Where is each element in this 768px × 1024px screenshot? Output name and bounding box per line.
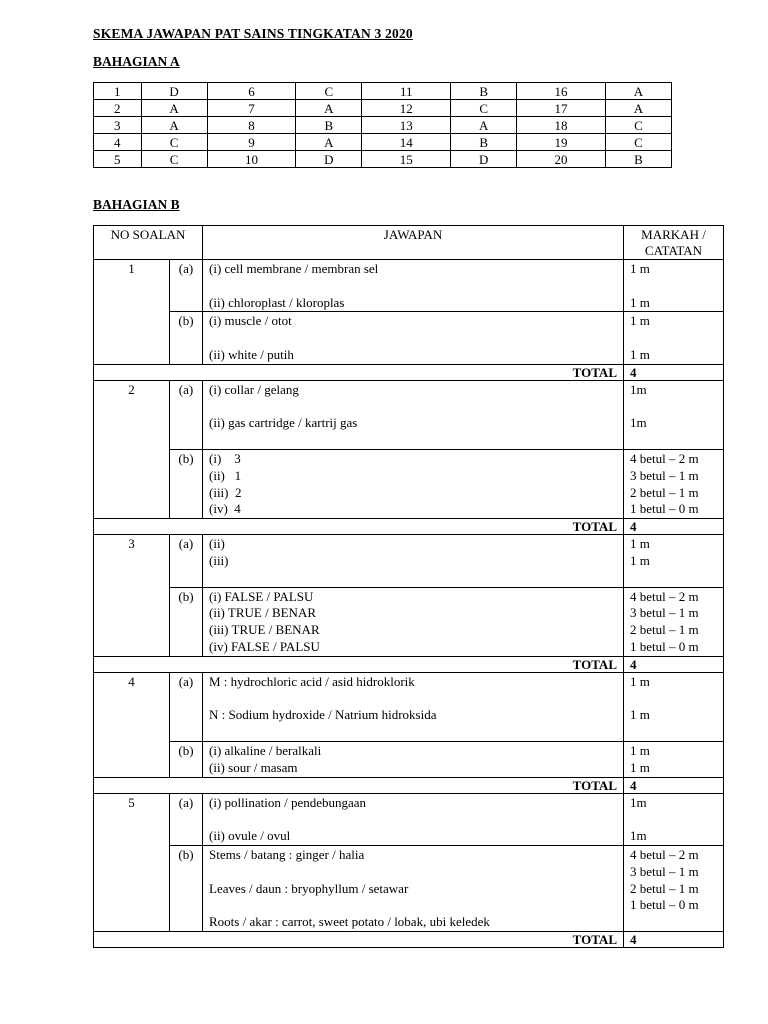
total-row [94,364,724,380]
total-row [94,777,724,793]
marks-line: 2 betul – 1 m [630,622,699,638]
answer-letter-cell: C [605,134,671,151]
marks-line [630,432,723,449]
answer-line: (ii) TRUE / BENAR [209,605,317,621]
header-markah [624,226,724,260]
question-number-cell: 10 [207,151,296,168]
answer-cell [203,741,624,777]
table-row [94,83,672,100]
part-label: (b) [170,845,203,931]
question-number-cell: 9 [207,134,296,151]
question-number-cell: 12 [362,100,451,117]
marks-cell [624,793,724,845]
section-a-answer-table [93,82,672,168]
answer-cell [203,449,624,518]
marks-line: 1 m [630,673,650,689]
marks-line: 3 betul – 1 m [630,863,699,879]
total-label: TOTAL [94,777,624,793]
answer-line: (ii) white / putih [209,346,294,362]
answer-letter-cell: C [451,100,517,117]
answer-letter-cell: D [451,151,517,168]
answer-line: (iv) 4 [209,501,241,517]
question-number-cell: 17 [517,100,606,117]
section-a-heading: BAHAGIAN A [93,54,180,69]
section-b-answer-table [93,225,724,948]
question-number-cell: 4 [94,134,142,151]
answer-line: (iii) [209,552,229,568]
marks-line: 1 m [630,346,650,362]
question-number: 2 [94,380,170,518]
answer-letter-cell: C [605,117,671,134]
marks-cell [624,845,724,931]
answer-line [209,432,623,449]
question-number-cell: 5 [94,151,142,168]
part-label: (a) [170,260,203,312]
question-number-cell: 20 [517,151,606,168]
answer-line: Stems / batang : ginger / halia [209,846,365,862]
marks-line [630,570,723,587]
answer-line [209,399,623,416]
question-number: 5 [94,793,170,931]
part-label: (b) [170,741,203,777]
total-value: 4 [624,364,724,380]
header-markah-line1: MARKAH / [641,227,706,242]
part-label: (a) [170,672,203,741]
answer-line: (iv) FALSE / PALSU [209,638,320,654]
part-label: (b) [170,587,203,656]
total-label: TOTAL [94,656,624,672]
marks-line: 4 betul – 2 m [630,588,699,604]
table-row [94,134,672,151]
marks-line [630,399,723,416]
marks-line [630,914,723,931]
answer-letter-cell: A [451,117,517,134]
answer-line: (ii) sour / masam [209,759,298,775]
answer-letter-cell: A [605,100,671,117]
question-number-cell: 19 [517,134,606,151]
answer-letter-cell: C [141,151,207,168]
answer-line: (iii) TRUE / BENAR [209,622,320,638]
total-label: TOTAL [94,364,624,380]
marks-line: 4 betul – 2 m [630,846,699,862]
answer-line: (iii) 2 [209,484,242,500]
question-part-row [94,845,724,931]
marks-line: 1 m [630,552,650,568]
marks-line [630,330,723,347]
marks-line: 1 m [630,759,650,775]
marks-line: 1 m [630,536,650,552]
marks-line: 3 betul – 1 m [630,467,699,483]
marks-line: 3 betul – 1 m [630,605,699,621]
question-part-row [94,260,724,312]
answer-letter-cell: A [605,83,671,100]
answer-letter-cell: C [296,83,362,100]
table-row [94,117,672,134]
answer-line: (i) collar / gelang [209,381,299,397]
answer-cell [203,260,624,312]
question-part-row [94,793,724,845]
answer-line [209,724,623,741]
table-row [94,151,672,168]
table-header-row [94,226,724,260]
total-row [94,656,724,672]
answer-line: (i) pollination / pendebungaan [209,794,367,810]
marks-line: 1 betul – 0 m [630,897,699,913]
answer-cell [203,587,624,656]
total-row [94,519,724,535]
question-number-cell: 1 [94,83,142,100]
total-label: TOTAL [94,931,624,947]
marks-cell [624,312,724,364]
marks-cell [624,380,724,449]
part-label: (b) [170,312,203,364]
marks-cell [624,535,724,587]
question-part-row [94,741,724,777]
question-number-cell: 16 [517,83,606,100]
answer-line [209,570,623,587]
marks-line [630,278,723,295]
marks-line: 1 m [630,294,650,310]
question-part-row [94,380,724,449]
question-part-row [94,672,724,741]
question-number-cell: 2 [94,100,142,117]
answer-letter-cell: A [296,100,362,117]
answer-line [209,897,623,914]
answer-cell [203,845,624,931]
total-row [94,931,724,947]
answer-line: (i) FALSE / PALSU [209,588,314,604]
question-number: 3 [94,535,170,657]
answer-line: (ii) ovule / ovul [209,828,291,844]
part-label: (a) [170,380,203,449]
answer-line: (i) 3 [209,450,241,466]
answer-cell [203,793,624,845]
marks-line: 1 m [630,707,650,723]
total-value: 4 [624,519,724,535]
marks-line: 1m [630,381,647,397]
question-part-row [94,312,724,364]
answer-line: (ii) 1 [209,467,242,483]
answer-letter-cell: B [451,83,517,100]
question-number-cell: 8 [207,117,296,134]
marks-line: 2 betul – 1 m [630,880,699,896]
answer-line: Leaves / daun : bryophyllum / setawar [209,880,409,896]
answer-line [209,864,623,881]
header-jawapan: JAWAPAN [203,226,624,260]
question-number: 1 [94,260,170,365]
question-number-cell: 13 [362,117,451,134]
question-number-cell: 18 [517,117,606,134]
answer-line: M : hydrochloric acid / asid hidroklorik [209,673,415,689]
marks-line: 4 betul – 2 m [630,450,699,466]
question-number-cell: 3 [94,117,142,134]
marks-line: 1 m [630,313,650,329]
marks-cell [624,741,724,777]
answer-line: (ii) [209,536,225,552]
answer-cell [203,312,624,364]
answer-line [209,811,623,828]
question-number-cell: 6 [207,83,296,100]
part-label: (a) [170,535,203,587]
answer-letter-cell: A [141,100,207,117]
marks-cell [624,587,724,656]
answer-letter-cell: B [451,134,517,151]
question-part-row [94,449,724,518]
marks-cell [624,672,724,741]
marks-line: 1 m [630,261,650,276]
question-number-cell: 14 [362,134,451,151]
table-row [94,100,672,117]
header-no-soalan: NO SOALAN [94,226,203,260]
answer-letter-cell: B [605,151,671,168]
question-part-row [94,587,724,656]
header-markah-line2: CATATAN [644,243,703,258]
part-label: (a) [170,793,203,845]
answer-line: Roots / akar : carrot, sweet potato / lobak, ubi keledek [209,914,490,930]
marks-line: 2 betul – 1 m [630,484,699,500]
answer-line [209,278,623,295]
marks-line: 1 m [630,742,650,758]
answer-line: (i) muscle / otot [209,313,292,329]
marks-cell [624,260,724,312]
total-value: 4 [624,656,724,672]
answer-line: (i) alkaline / beralkali [209,742,322,758]
part-label: (b) [170,449,203,518]
marks-line [630,724,723,741]
answer-letter-cell: D [296,151,362,168]
total-value: 4 [624,777,724,793]
total-label: TOTAL [94,519,624,535]
answer-line [209,330,623,347]
marks-line: 1m [630,828,647,844]
marks-line: 1m [630,415,647,431]
question-part-row [94,535,724,587]
answer-line: (ii) gas cartridge / kartrij gas [209,415,358,431]
question-number: 4 [94,672,170,777]
answer-cell [203,535,624,587]
answer-letter-cell: B [296,117,362,134]
document-title: SKEMA JAWAPAN PAT SAINS TINGKATAN 3 2020 [93,26,413,41]
answer-line: (ii) chloroplast / kloroplas [209,294,345,310]
marks-cell [624,449,724,518]
question-number-cell: 11 [362,83,451,100]
total-value: 4 [624,931,724,947]
question-number-cell: 7 [207,100,296,117]
section-b-heading: BAHAGIAN B [93,197,180,212]
answer-line: N : Sodium hydroxide / Natrium hidroksida [209,707,437,723]
answer-line [209,691,623,708]
marks-line [630,811,723,828]
answer-letter-cell: C [141,134,207,151]
answer-cell [203,672,624,741]
question-number-cell: 15 [362,151,451,168]
answer-cell [203,380,624,449]
marks-line: 1 betul – 0 m [630,638,699,654]
answer-letter-cell: A [296,134,362,151]
marks-line: 1m [630,794,647,810]
answer-letter-cell: D [141,83,207,100]
marks-line [630,691,723,708]
answer-letter-cell: A [141,117,207,134]
marks-line: 1 betul – 0 m [630,501,699,517]
answer-line: (i) cell membrane / membran sel [209,261,379,276]
